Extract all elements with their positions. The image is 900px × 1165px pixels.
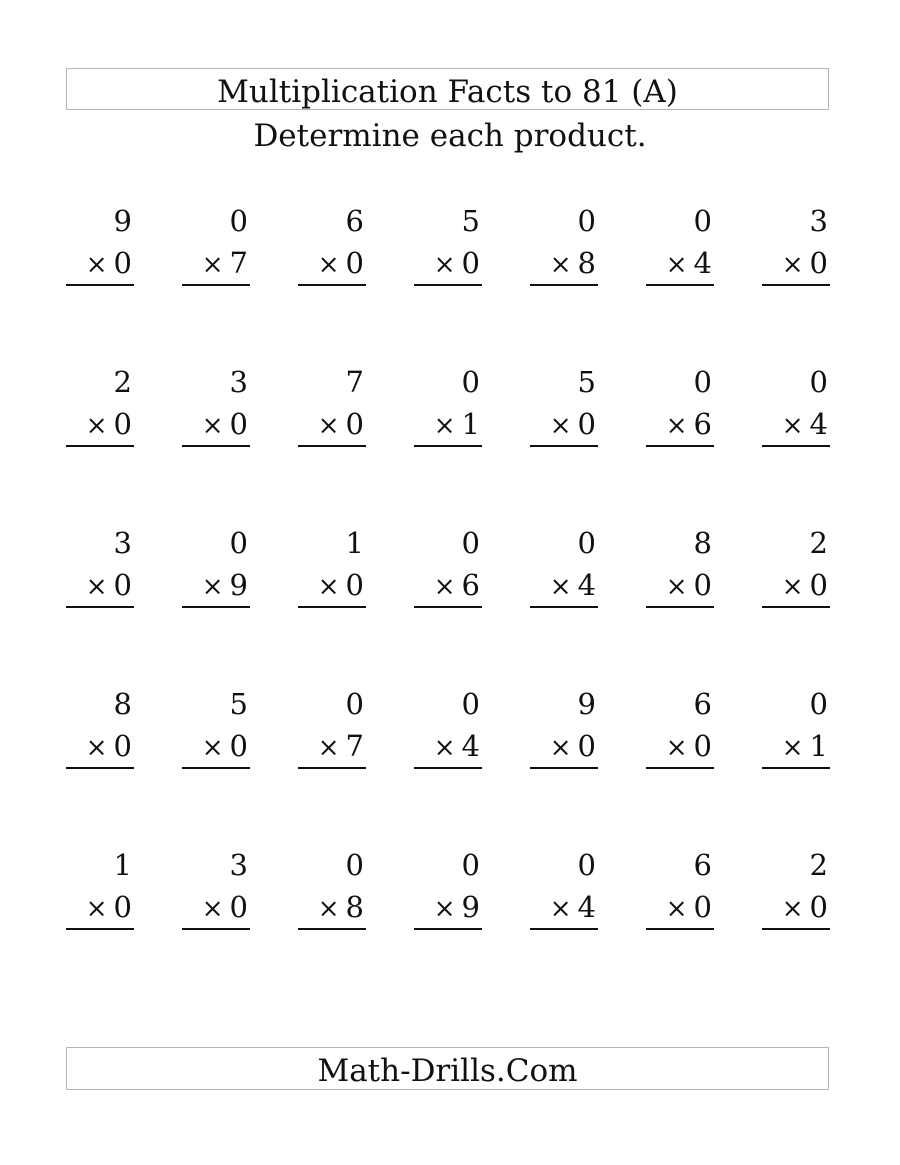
- multiplicand: 1: [345, 526, 364, 560]
- multiplier: 1: [809, 729, 828, 763]
- multiplier-line: [434, 725, 482, 767]
- times-sign: ×: [433, 733, 456, 763]
- problem: [646, 361, 714, 522]
- multiplier-line: [782, 564, 830, 606]
- multiplier: 7: [345, 729, 364, 763]
- problem: [182, 522, 250, 683]
- problem: [762, 522, 830, 683]
- answer-line: [646, 284, 714, 286]
- multiplier: 4: [693, 246, 712, 280]
- multiplicand: 6: [345, 204, 364, 238]
- multiplicand: 3: [229, 365, 248, 399]
- times-sign: ×: [201, 894, 224, 924]
- answer-line: [530, 767, 598, 769]
- worksheet-title-text: Multiplication Facts to 81 (A): [217, 74, 678, 110]
- multiplier: 0: [693, 729, 712, 763]
- problem: [298, 522, 366, 683]
- multiplicand: 7: [345, 365, 364, 399]
- problem: [530, 522, 598, 683]
- multiplier-line: [550, 886, 598, 928]
- problem: [646, 522, 714, 683]
- multiplicand: 0: [229, 526, 248, 560]
- answer-line: [414, 928, 482, 930]
- problem: [646, 200, 714, 361]
- times-sign: ×: [85, 894, 108, 924]
- multiplier-line: [86, 242, 134, 284]
- multiplier-line: [86, 725, 134, 767]
- times-sign: ×: [317, 572, 340, 602]
- multiplier: 4: [577, 568, 596, 602]
- times-sign: ×: [85, 572, 108, 602]
- answer-line: [414, 445, 482, 447]
- answer-line: [182, 767, 250, 769]
- answer-line: [530, 606, 598, 608]
- multiplicand: 1: [113, 848, 132, 882]
- multiplier: 0: [113, 246, 132, 280]
- multiplier-line: [434, 403, 482, 445]
- multiplier: 8: [345, 890, 364, 924]
- problem: [414, 522, 482, 683]
- times-sign: ×: [665, 250, 688, 280]
- multiplicand: 8: [693, 526, 712, 560]
- multiplicand: 8: [113, 687, 132, 721]
- multiplier: 0: [229, 890, 248, 924]
- answer-line: [646, 767, 714, 769]
- times-sign: ×: [85, 411, 108, 441]
- answer-line: [298, 767, 366, 769]
- times-sign: ×: [433, 894, 456, 924]
- worksheet-title: [66, 68, 829, 110]
- multiplicand: 0: [577, 848, 596, 882]
- answer-line: [762, 606, 830, 608]
- multiplier: 9: [461, 890, 480, 924]
- multiplier-line: [666, 403, 714, 445]
- multiplier-line: [550, 725, 598, 767]
- times-sign: ×: [665, 733, 688, 763]
- times-sign: ×: [85, 250, 108, 280]
- problem-row: [66, 683, 830, 844]
- times-sign: ×: [317, 411, 340, 441]
- problem: [66, 683, 134, 844]
- multiplicand: 3: [809, 204, 828, 238]
- footer-site-text: Math-Drills.Com: [317, 1053, 578, 1089]
- problem: [414, 361, 482, 522]
- times-sign: ×: [433, 411, 456, 441]
- answer-line: [762, 284, 830, 286]
- times-sign: ×: [781, 411, 804, 441]
- problem: [530, 200, 598, 361]
- problem: [762, 844, 830, 1005]
- multiplier: 4: [577, 890, 596, 924]
- problem: [762, 200, 830, 361]
- multiplier-line: [202, 564, 250, 606]
- multiplier: 0: [809, 246, 828, 280]
- answer-line: [66, 284, 134, 286]
- multiplier: 0: [229, 407, 248, 441]
- problem: [414, 683, 482, 844]
- multiplier-line: [318, 242, 366, 284]
- times-sign: ×: [549, 894, 572, 924]
- answer-line: [414, 606, 482, 608]
- problem-row: [66, 200, 830, 361]
- multiplicand: 2: [809, 526, 828, 560]
- multiplicand: 0: [577, 526, 596, 560]
- multiplicand: 0: [345, 687, 364, 721]
- answer-line: [762, 445, 830, 447]
- problem-row: [66, 361, 830, 522]
- problem: [298, 844, 366, 1005]
- problem: [298, 200, 366, 361]
- problem: [530, 844, 598, 1005]
- answer-line: [762, 767, 830, 769]
- problem: [182, 200, 250, 361]
- answer-line: [298, 445, 366, 447]
- problem: [182, 844, 250, 1005]
- times-sign: ×: [85, 733, 108, 763]
- answer-line: [646, 928, 714, 930]
- multiplier: 0: [229, 729, 248, 763]
- multiplier: 0: [693, 568, 712, 602]
- instructions: Determine each product.: [253, 118, 647, 154]
- multiplier-line: [86, 564, 134, 606]
- multiplier-line: [782, 886, 830, 928]
- multiplier-line: [318, 886, 366, 928]
- problem: [762, 361, 830, 522]
- multiplier-line: [550, 242, 598, 284]
- times-sign: ×: [201, 250, 224, 280]
- multiplier: 0: [113, 890, 132, 924]
- multiplier: 0: [345, 568, 364, 602]
- times-sign: ×: [201, 411, 224, 441]
- times-sign: ×: [433, 250, 456, 280]
- multiplier: 0: [809, 568, 828, 602]
- times-sign: ×: [317, 894, 340, 924]
- multiplier-line: [434, 564, 482, 606]
- problem-row: [66, 522, 830, 683]
- multiplicand: 5: [229, 687, 248, 721]
- multiplicand: 2: [809, 848, 828, 882]
- times-sign: ×: [201, 572, 224, 602]
- multiplier: 0: [345, 246, 364, 280]
- multiplier-line: [86, 886, 134, 928]
- answer-line: [182, 284, 250, 286]
- answer-line: [530, 284, 598, 286]
- multiplier-line: [550, 403, 598, 445]
- multiplier-line: [202, 725, 250, 767]
- multiplicand: 6: [693, 687, 712, 721]
- multiplier-line: [318, 403, 366, 445]
- multiplicand: 0: [809, 687, 828, 721]
- multiplier-line: [782, 403, 830, 445]
- answer-line: [298, 284, 366, 286]
- times-sign: ×: [781, 572, 804, 602]
- multiplier: 7: [229, 246, 248, 280]
- multiplier-line: [318, 564, 366, 606]
- multiplier-line: [666, 564, 714, 606]
- multiplicand: 0: [229, 204, 248, 238]
- answer-line: [414, 284, 482, 286]
- multiplicand: 9: [113, 204, 132, 238]
- answer-line: [298, 928, 366, 930]
- times-sign: ×: [549, 250, 572, 280]
- answer-line: [530, 445, 598, 447]
- problem-row: [66, 844, 830, 1005]
- answer-line: [66, 606, 134, 608]
- multiplier-line: [434, 242, 482, 284]
- multiplier-line: [666, 886, 714, 928]
- times-sign: ×: [549, 733, 572, 763]
- footer-site: [66, 1047, 829, 1090]
- answer-line: [66, 767, 134, 769]
- problem: [530, 361, 598, 522]
- multiplier: 1: [461, 407, 480, 441]
- problem: [66, 200, 134, 361]
- multiplier: 0: [577, 729, 596, 763]
- problem: [646, 844, 714, 1005]
- problem: [762, 683, 830, 844]
- multiplicand: 5: [577, 365, 596, 399]
- answer-line: [646, 606, 714, 608]
- problem: [298, 683, 366, 844]
- multiplicand: 0: [577, 204, 596, 238]
- multiplier: 0: [809, 890, 828, 924]
- multiplier: 8: [577, 246, 596, 280]
- times-sign: ×: [781, 250, 804, 280]
- times-sign: ×: [433, 572, 456, 602]
- problem: [646, 683, 714, 844]
- multiplier: 0: [113, 729, 132, 763]
- multiplier-line: [202, 403, 250, 445]
- multiplicand: 6: [693, 848, 712, 882]
- times-sign: ×: [317, 733, 340, 763]
- answer-line: [646, 445, 714, 447]
- problem: [530, 683, 598, 844]
- multiplier: 0: [577, 407, 596, 441]
- times-sign: ×: [665, 411, 688, 441]
- multiplier: 6: [693, 407, 712, 441]
- multiplicand: 3: [229, 848, 248, 882]
- multiplier-line: [318, 725, 366, 767]
- problem: [66, 361, 134, 522]
- multiplicand: 2: [113, 365, 132, 399]
- answer-line: [66, 445, 134, 447]
- multiplier: 0: [461, 246, 480, 280]
- multiplicand: 0: [809, 365, 828, 399]
- multiplier: 0: [113, 568, 132, 602]
- multiplicand: 9: [577, 687, 596, 721]
- problem: [66, 844, 134, 1005]
- problem: [182, 361, 250, 522]
- multiplier-line: [202, 242, 250, 284]
- multiplicand: 0: [461, 526, 480, 560]
- times-sign: ×: [781, 894, 804, 924]
- multiplicand: 0: [461, 848, 480, 882]
- multiplier-line: [202, 886, 250, 928]
- problem: [414, 200, 482, 361]
- multiplier-line: [666, 725, 714, 767]
- answer-line: [182, 606, 250, 608]
- multiplicand: 0: [461, 687, 480, 721]
- answer-line: [530, 928, 598, 930]
- multiplier: 4: [461, 729, 480, 763]
- answer-line: [182, 928, 250, 930]
- times-sign: ×: [549, 411, 572, 441]
- multiplier: 0: [345, 407, 364, 441]
- multiplier-line: [434, 886, 482, 928]
- multiplier-line: [782, 242, 830, 284]
- problem: [298, 361, 366, 522]
- multiplier-line: [666, 242, 714, 284]
- problem: [66, 522, 134, 683]
- answer-line: [762, 928, 830, 930]
- problem: [182, 683, 250, 844]
- multiplicand: 0: [461, 365, 480, 399]
- times-sign: ×: [317, 250, 340, 280]
- answer-line: [66, 928, 134, 930]
- multiplicand: 3: [113, 526, 132, 560]
- problem: [414, 844, 482, 1005]
- answer-line: [182, 445, 250, 447]
- multiplier-line: [550, 564, 598, 606]
- times-sign: ×: [781, 733, 804, 763]
- multiplier: 4: [809, 407, 828, 441]
- multiplicand: 0: [345, 848, 364, 882]
- answer-line: [414, 767, 482, 769]
- multiplier: 0: [113, 407, 132, 441]
- problem-grid: [66, 200, 830, 1005]
- times-sign: ×: [549, 572, 572, 602]
- multiplier-line: [782, 725, 830, 767]
- times-sign: ×: [665, 572, 688, 602]
- times-sign: ×: [201, 733, 224, 763]
- multiplier: 0: [693, 890, 712, 924]
- multiplicand: 0: [693, 204, 712, 238]
- multiplicand: 0: [693, 365, 712, 399]
- multiplier-line: [86, 403, 134, 445]
- multiplier: 9: [229, 568, 248, 602]
- answer-line: [298, 606, 366, 608]
- times-sign: ×: [665, 894, 688, 924]
- multiplicand: 5: [461, 204, 480, 238]
- multiplier: 6: [461, 568, 480, 602]
